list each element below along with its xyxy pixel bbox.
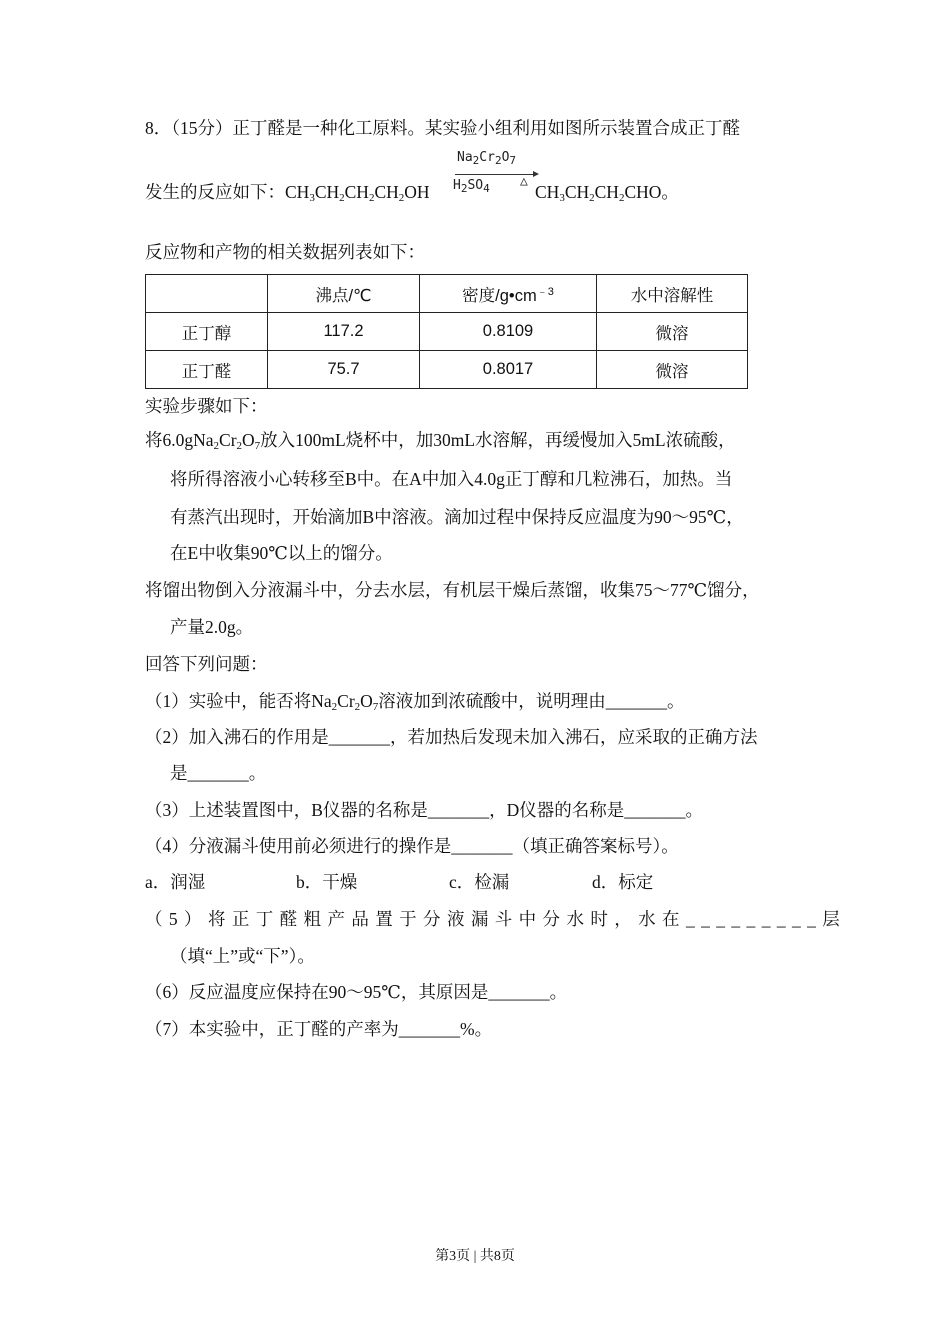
- text-segment: CH: [594, 182, 619, 202]
- text-segment: 放入100mL烧杯中，加30mL水溶解，再缓慢加入5mL浓硫酸，: [260, 430, 736, 450]
- option-d: d．标定: [592, 872, 654, 892]
- text-line: [170, 945, 315, 967]
- text-line: [145, 981, 567, 1003]
- subscript: 3: [559, 192, 565, 204]
- text-segment: Cr: [337, 691, 355, 711]
- reagent-below-arrow: [453, 178, 490, 193]
- text-segment: （4）分液漏斗使用前必须进行的操作是_______（填正确答案标号）。: [145, 836, 679, 856]
- text-segment: （7）本实验中，正丁醛的产率为_______%。: [145, 1019, 493, 1039]
- text-line: [170, 616, 253, 638]
- question-header: [145, 117, 740, 139]
- text-line: [145, 395, 268, 417]
- text-segment: （1）实验中，能否将Na: [145, 691, 332, 711]
- table-cell: 0.8109: [420, 313, 597, 351]
- text-segment: O: [242, 430, 255, 450]
- text-line: [145, 653, 268, 675]
- text-segment: 将所得溶液小心转移至B中。在A中加入4.0g正丁醇和几粒沸石，加热。当: [170, 469, 733, 489]
- data-table: [145, 274, 748, 389]
- text-segment: Na: [457, 150, 473, 165]
- table-row: [146, 351, 748, 389]
- text-segment: Cr: [479, 150, 495, 165]
- text-segment: O: [501, 150, 510, 165]
- text-segment: 有蒸汽出现时，开始滴加B中溶液。滴加过程中保持反应温度为90～95℃，: [170, 507, 744, 527]
- text-segment: CH: [374, 182, 399, 202]
- text-segment: （3）上述装置图中，B仪器的名称是_______，D仪器的名称是_______。: [145, 800, 704, 820]
- text-segment: （2）加入沸石的作用是_______，若加热后发现未加入沸石，应采取的正确方法: [145, 727, 758, 747]
- text-line: [145, 1018, 492, 1040]
- text-line: [170, 542, 393, 564]
- table-intro: [145, 241, 425, 263]
- text-line: [145, 690, 685, 712]
- table-cell: 正丁醇: [146, 313, 268, 351]
- subscript: 2: [494, 154, 502, 167]
- text-line: [145, 579, 760, 601]
- subscript: 2: [236, 440, 243, 452]
- text-segment: 溶液加到浓硫酸中，说明理由_______。: [378, 691, 685, 711]
- text-segment: O: [360, 691, 373, 711]
- table-cell: 微溶: [597, 313, 748, 351]
- text-line: [145, 908, 846, 930]
- text-line: [145, 429, 736, 451]
- subscript: 2: [460, 182, 468, 195]
- subscript: 7: [254, 440, 261, 452]
- text-segment: 产量2.0g。: [170, 617, 254, 637]
- header-cell: 水中溶解性: [597, 275, 748, 313]
- text-segment: 是_______。: [170, 763, 267, 783]
- subscript: 2: [368, 192, 375, 204]
- subscript: 7: [509, 154, 517, 167]
- subscript: 2: [398, 192, 405, 204]
- text-segment: 8．（15分）正丁醛是一种化工原料。某实验小组利用如图所示装置合成正丁醛: [145, 118, 740, 138]
- header-cell: [420, 275, 597, 313]
- reaction-product: [535, 181, 679, 203]
- text-line: [170, 762, 266, 784]
- reagent-above-arrow: [457, 150, 516, 165]
- header-cell: 沸点/℃: [268, 275, 420, 313]
- table-cell: 117.2: [268, 313, 420, 351]
- subscript: 2: [213, 440, 220, 452]
- text-line: [145, 726, 758, 748]
- text-segment: CH: [535, 182, 560, 202]
- option-b: b．干燥: [296, 872, 358, 892]
- text-segment: Cr: [219, 430, 237, 450]
- text-segment: CH: [344, 182, 369, 202]
- subscript: 7: [372, 701, 379, 713]
- text-segment: a．润湿: [145, 872, 206, 892]
- option-c: c．检漏: [449, 872, 510, 892]
- text-segment: （5）将正丁醛粗产品置于分液漏斗中分水时，水在_________层: [145, 909, 847, 929]
- table-cell: 0.8017: [420, 351, 597, 389]
- text-line: [145, 799, 703, 821]
- text-line: [145, 835, 679, 857]
- page-footer: 第3页 | 共8页: [435, 1249, 515, 1264]
- heat-symbol: [520, 174, 528, 189]
- subscript: 2: [354, 701, 361, 713]
- text-line: [145, 871, 205, 893]
- text-segment: CH: [314, 182, 340, 202]
- density-header: 密度/g•cm: [462, 286, 537, 305]
- text-segment: CHO。: [624, 182, 679, 202]
- text-line: [170, 468, 732, 490]
- text-line: [170, 506, 744, 528]
- text-segment: SO: [467, 178, 484, 193]
- text-segment: H: [453, 178, 461, 193]
- subscript: 2: [472, 154, 480, 167]
- text-segment: 回答下列问题：: [145, 654, 268, 674]
- subscript: 4: [483, 182, 490, 195]
- density-exponent: ﹣3: [536, 285, 554, 298]
- text-segment: 将6.0gNa: [145, 430, 214, 450]
- table-cell: 微溶: [597, 351, 748, 389]
- reaction-prefix: [145, 181, 430, 203]
- subscript: 3: [309, 192, 315, 204]
- table-row: [146, 313, 748, 351]
- table-cell: 正丁醛: [146, 351, 268, 389]
- text-segment: 实验步骤如下：: [145, 396, 268, 416]
- subscript: 2: [339, 192, 345, 204]
- text-segment: 将馏出物倒入分液漏斗中，分去水层，有机层干燥后蒸馏，收集75～77℃馏分，: [145, 580, 760, 600]
- table-cell: 75.7: [268, 351, 420, 389]
- subscript: 2: [589, 192, 595, 204]
- text-segment: 反应物和产物的相关数据列表如下：: [145, 242, 425, 262]
- text-segment: 在E中收集90℃以上的馏分。: [170, 543, 393, 563]
- header-cell: [146, 275, 268, 313]
- subscript: 2: [331, 701, 338, 713]
- subscript: 2: [618, 192, 625, 204]
- table-header-row: [146, 275, 748, 313]
- text-segment: △: [520, 174, 528, 189]
- text-segment: CH: [564, 182, 590, 202]
- text-segment: （填“上”或“下”）。: [170, 946, 315, 966]
- text-segment: OH: [404, 182, 430, 202]
- text-segment: （6）反应温度应保持在90～95℃，其原因是_______。: [145, 982, 568, 1002]
- text-segment: 发生的反应如下：CH: [145, 182, 310, 202]
